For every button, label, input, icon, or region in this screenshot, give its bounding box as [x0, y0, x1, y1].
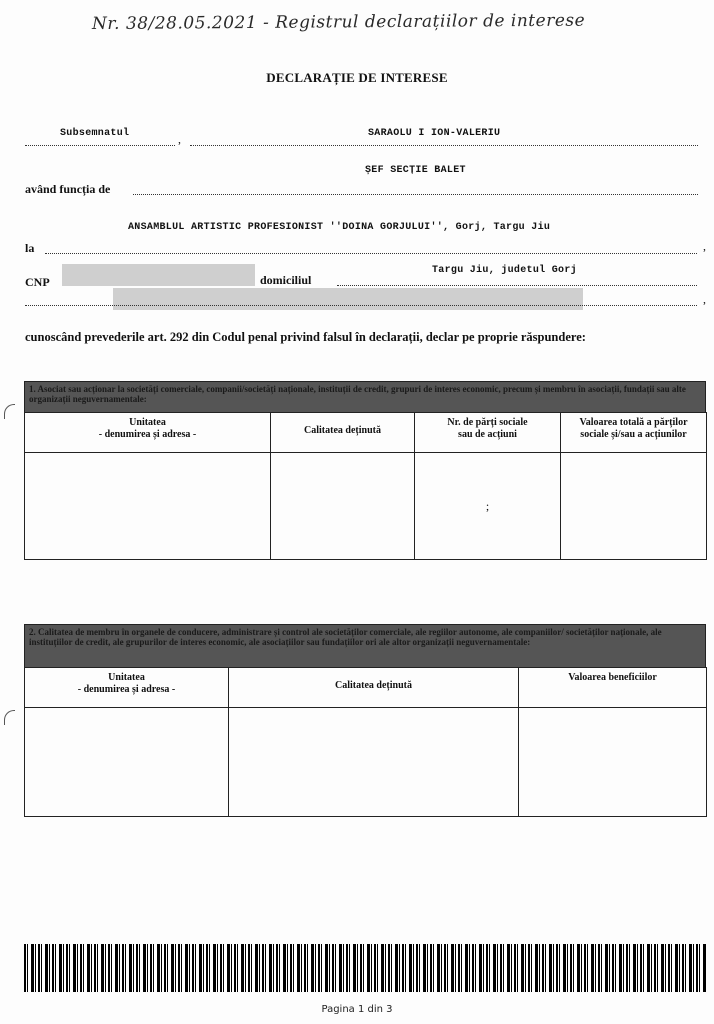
s2-col-calitatea: Calitatea deținută [229, 668, 519, 708]
s1-col-calitatea: Calitatea deținută [271, 413, 415, 453]
section1-heading: 1. Asociat sau acționar la societăți comerciale, companii/societăți naționale, instituții de credit, grupuri de interes economic, precum și membru în asociații, fundații sau alte organizații neguvernamentale: [24, 381, 706, 413]
barcode [24, 944, 706, 992]
s1-col-unitatea: Unitatea - denumirea și adresa - [25, 413, 271, 453]
function-label: având funcția de [25, 182, 111, 196]
subsemnatul-dots [25, 145, 175, 146]
address-redaction [113, 288, 583, 310]
s2-cell [25, 708, 229, 817]
domicile-value: Targu Jiu, judetul Gorj [432, 265, 577, 276]
s1-cell [561, 453, 707, 560]
registry-note: Nr. 38/28.05.2021 - Registrul declarațiilor de interese [91, 10, 586, 35]
section2-heading: 2. Calitatea de membru în organele de conducere, administrare și control ale societăților comerciale, ale regiilor autonome, ale companiilor/ societăților naționale, ale instituțiilor de credit, ale grupurilor de interes economic, ale asociațiilor sau fundațiilor ori ale altor organizații neguvernamentale: [24, 624, 706, 668]
s2-cell [519, 708, 707, 817]
signatory-name: SARAOLU I ION-VALERIU [368, 128, 501, 139]
document-title: DECLARAȚIE DE INTERESE [266, 70, 448, 85]
at-label: la [25, 241, 35, 255]
statement: cunoscând prevederile art. 292 din Codul penal privind falsul în declarații, declar pe proprie răspundere: [25, 330, 586, 344]
stray-mark: ; [485, 498, 490, 513]
s2-col-unitatea: Unitatea - denumirea și adresa - [25, 668, 229, 708]
subsemnatul-label: Subsemnatul [60, 128, 130, 139]
domicile-dots [337, 285, 697, 286]
name-dots [190, 145, 698, 146]
at-dots [45, 253, 697, 254]
s1-cell [271, 453, 415, 560]
punch-mark [4, 404, 15, 419]
comma: , [703, 292, 706, 306]
section1-table [24, 412, 707, 560]
cnp-redaction [62, 264, 255, 286]
section2-table [24, 667, 707, 817]
s1-col-valoarea: Valoarea totală a părților sociale și/sau a acțiunilor [561, 413, 707, 453]
s1-cell [25, 453, 271, 560]
comma: , [178, 132, 181, 146]
punch-mark [4, 710, 15, 725]
function-value: ȘEF SECȚIE BALET [365, 165, 466, 176]
s1-col-parti: Nr. de părți sociale sau de acțiuni [415, 413, 561, 453]
address-dots [25, 305, 697, 306]
page-number: Pagina 1 din 3 [321, 1004, 393, 1015]
institution-value: ANSAMBLUL ARTISTIC PROFESIONIST ''DOINA GORJULUI'', Gorj, Targu Jiu [128, 222, 551, 233]
function-dots [133, 194, 698, 195]
domicile-label: domiciliul [260, 273, 312, 287]
s2-col-valoarea: Valoarea beneficiilor [519, 668, 707, 708]
s1-cell [415, 453, 561, 560]
cnp-label: CNP [25, 275, 50, 289]
s2-cell [229, 708, 519, 817]
comma: , [703, 239, 706, 253]
